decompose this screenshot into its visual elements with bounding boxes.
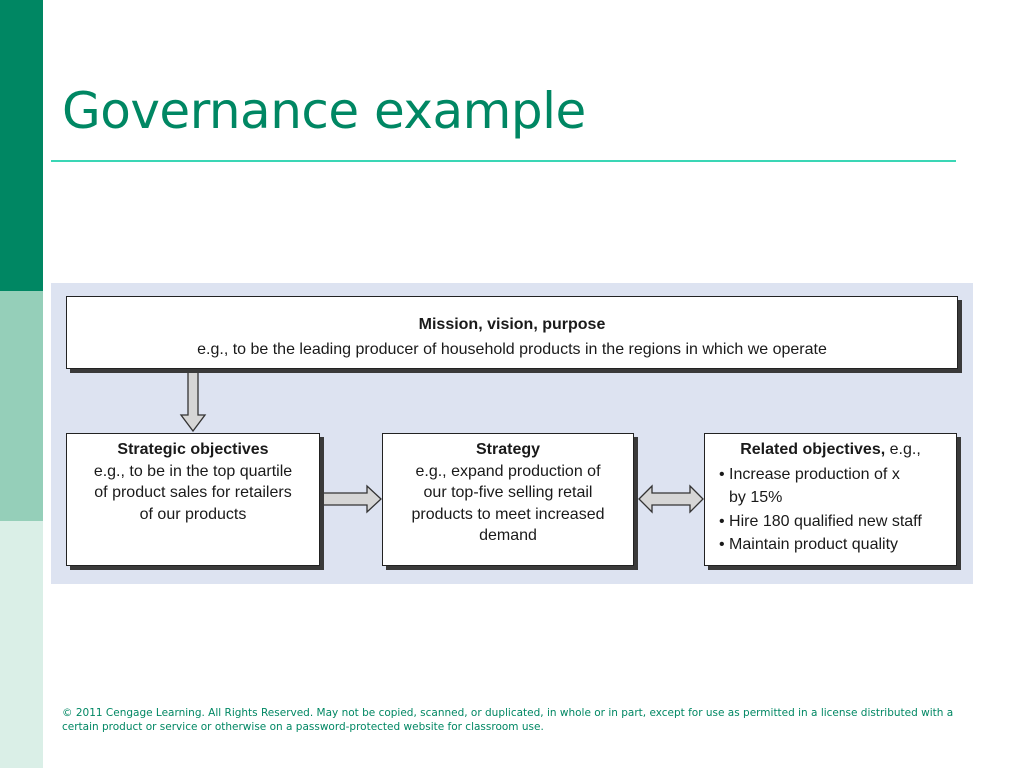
strategy-line: demand xyxy=(479,527,537,544)
strategy-line: products to meet increased xyxy=(411,505,605,523)
strategy-box xyxy=(382,433,634,566)
strategic-objectives-line: of product sales for retailers xyxy=(94,484,292,501)
arrow-double-strategy-to-related xyxy=(639,486,703,512)
related-objectives-box xyxy=(704,433,957,566)
title-divider xyxy=(51,160,956,162)
side-accent-bar-dark xyxy=(0,0,43,291)
list-item: by 15% xyxy=(729,489,783,506)
mission-heading: Mission, vision, purpose xyxy=(418,316,606,333)
strategic-objectives-line: of our products xyxy=(139,505,247,523)
list-item: • Increase production of x xyxy=(719,465,900,483)
governance-diagram xyxy=(51,283,973,584)
related-objectives-heading: Related objectives, xyxy=(740,441,886,458)
side-accent-bar-light xyxy=(0,521,43,768)
strategy-line: our top-five selling retail xyxy=(423,484,593,501)
related-objectives-heading-suffix: e.g., xyxy=(889,441,921,458)
strategy-heading: Strategy xyxy=(475,441,541,458)
strategy-line: e.g., expand production of xyxy=(415,462,601,480)
strategic-objectives-line: e.g., to be in the top quartile xyxy=(93,462,293,480)
mission-text: e.g., to be the leading producer of household products in the regions in which we operate xyxy=(197,341,827,358)
mission-box xyxy=(66,296,958,369)
strategic-objectives-box xyxy=(66,433,320,566)
arrow-right-objectives-to-strategy xyxy=(323,486,381,512)
side-accent-bar-medium xyxy=(0,291,43,521)
list-item: • Hire 180 qualified new staff xyxy=(719,512,922,530)
list-item: • Maintain product quality xyxy=(719,536,899,553)
strategic-objectives-heading: Strategic objectives xyxy=(117,441,269,458)
copyright-footer: © 2011 Cengage Learning. All Rights Reserved. May not be copied, scanned, or duplicated, in whole or in part, except for use as permitted in a license distributed with a certain product or service or otherwise on a password-protected website for classroom use. xyxy=(62,707,954,733)
arrow-down-mission-to-objectives xyxy=(181,372,205,431)
related-objectives-list xyxy=(719,463,956,557)
related-objectives-heading-line xyxy=(719,439,956,461)
slide-title: Governance example xyxy=(62,82,586,140)
